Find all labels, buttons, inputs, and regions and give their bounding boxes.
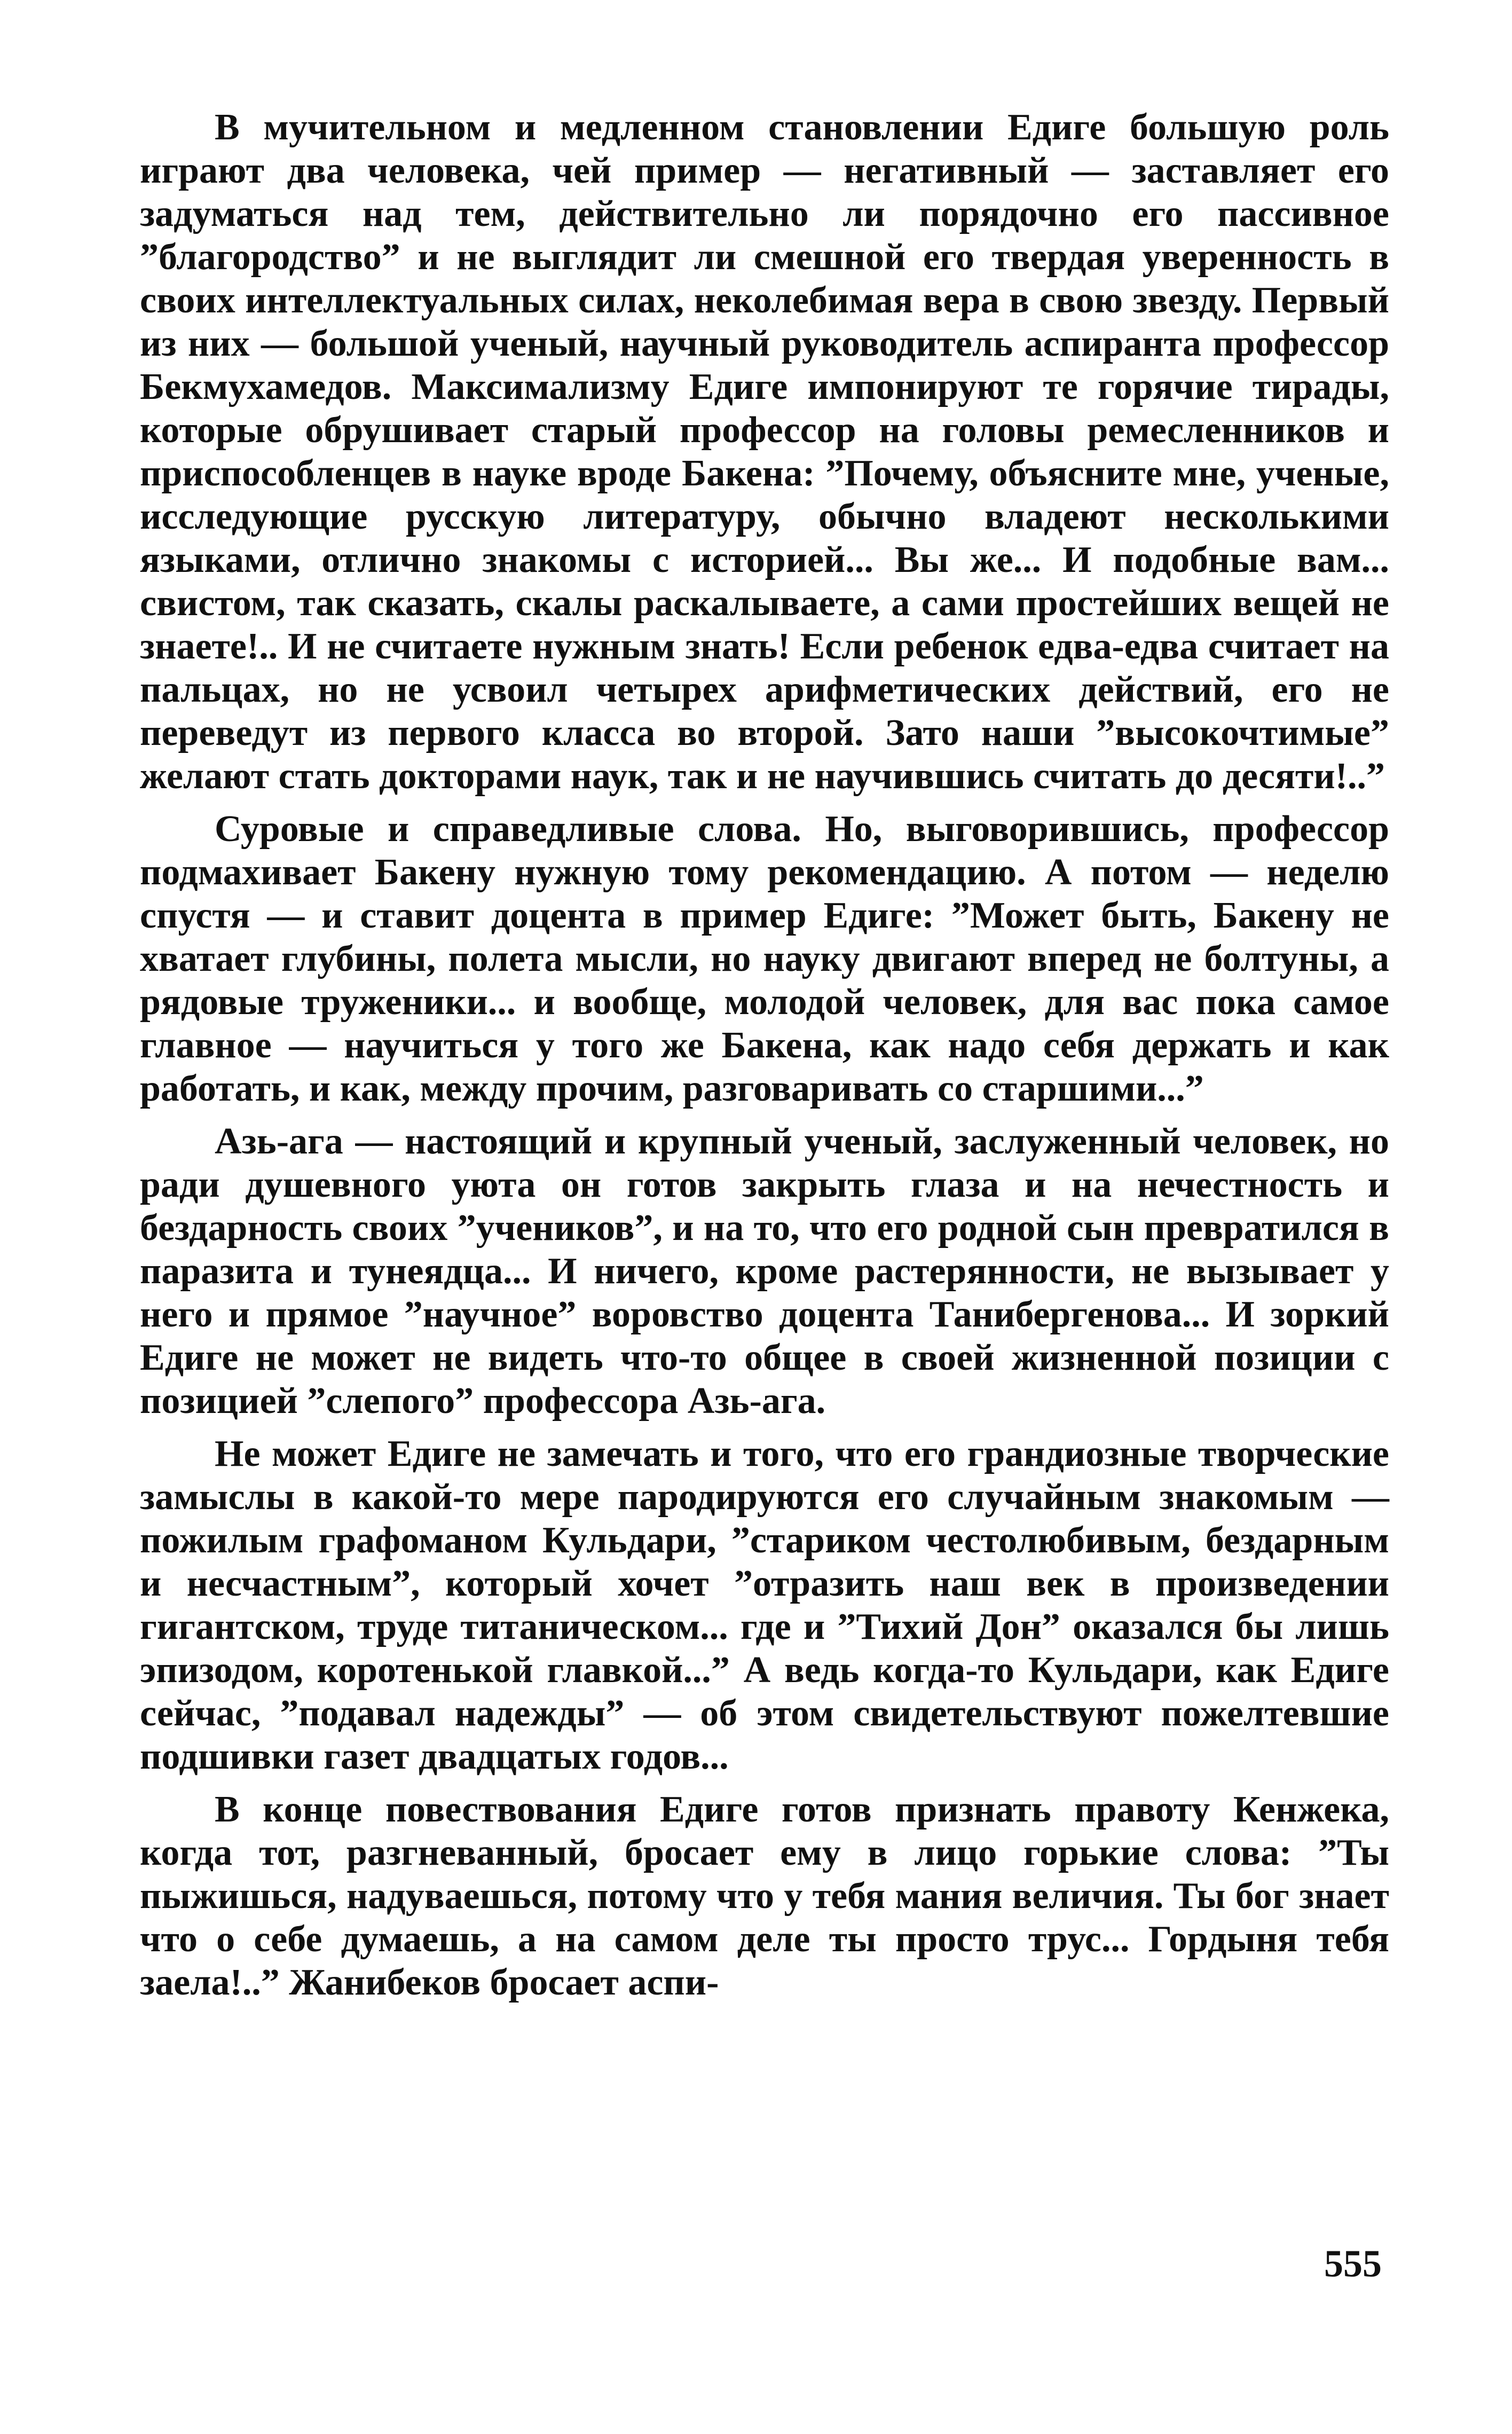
paragraph-1: В мучительном и медленном становлении Едиге большую роль играют два человека, чей пример — негативный — заставляет его задуматься над тем, действительно ли порядочно его пассивное ”благородство” и не выглядит ли смешной его твердая уверенность в своих интеллектуальных силах, неколебимая вера в свою звезду. Первый из них — большой ученый, научный руководитель аспиранта профессор Бекмухамедов. Максимализму Едиге импонируют те горячие тирады, которые обрушивает старый профессор на головы ремесленников и приспособленцев в науке вроде Бакена: ”Почему, объясните мне, ученые, исследующие русскую литературу, обычно владеют несколькими языками, отлично знакомы с историей... Вы же... И подобные вам... свистом, так сказать, скалы раскалываете, а сами простейших вещей не знаете!.. И не считаете нужным знать! Если ребенок едва-едва считает на пальцах, но не усвоил четырех арифметических действий, его не переведут из первого класса во второй. Зато наши ”высокочтимые” желают стать докторами наук, так и не научившись считать до десяти!..”: [140, 107, 1389, 797]
page-number: 555: [1324, 2242, 1382, 2285]
paragraph-3: Азь-ага — настоящий и крупный ученый, заслуженный человек, но ради душевного уюта он готов закрыть глаза и на нечестность и бездарность своих ”учеников”, и на то, что его родной сын превратился в паразита и тунеядца... И ничего, кроме растерянности, не вызывает у него и прямое ”научное” воровство доцента Танибергенова... И зоркий Едиге не может не видеть что-то общее в своей жизненной позиции с позицией ”слепого” профессора Азь-ага.: [140, 1121, 1389, 1422]
paragraph-4: Не может Едиге не замечать и того, что его грандиозные творческие замыслы в какой-то мере пародируются его случайным знакомым — пожилым графоманом Кульдари, ”стариком честолюбивым, бездарным и несчастным”, который хочет ”отразить наш век в произведении гигантском, труде титаническом... где и ”Тихий Дон” оказался бы лишь эпизодом, коротенькой главкой...” А ведь когда-то Кульдари, как Едиге сейчас, ”подавал надежды” — об этом свидетельствуют пожелтевшие подшивки газет двадцатых годов...: [140, 1433, 1389, 1777]
book-page: [140, 106, 1389, 2014]
paragraph-5: В конце повествования Едиге готов признать правоту Кенжека, когда тот, разгневанный, бросает ему в лицо горькие слова: ”Ты пыжишься, надуваешься, потому что у тебя мания величия. Ты бог знает что о себе думаешь, а на самом деле ты просто трус... Гордыня тебя заела!..” Жанибеков бросает аспи-: [140, 1789, 1389, 2003]
paragraph-2: Суровые и справедливые слова. Но, выговорившись, профессор подмахивает Бакену нужную тому рекомендацию. А потом — неделю спустя — и ставит доцента в пример Едиге: ”Может быть, Бакену не хватает глубины, полета мысли, но науку двигают вперед не болтуны, а рядовые труженики... и вообще, молодой человек, для вас пока самое главное — научиться у того же Бакена, как надо себя держать и как работать, и как, между прочим, разговаривать со старшими...”: [140, 808, 1389, 1109]
